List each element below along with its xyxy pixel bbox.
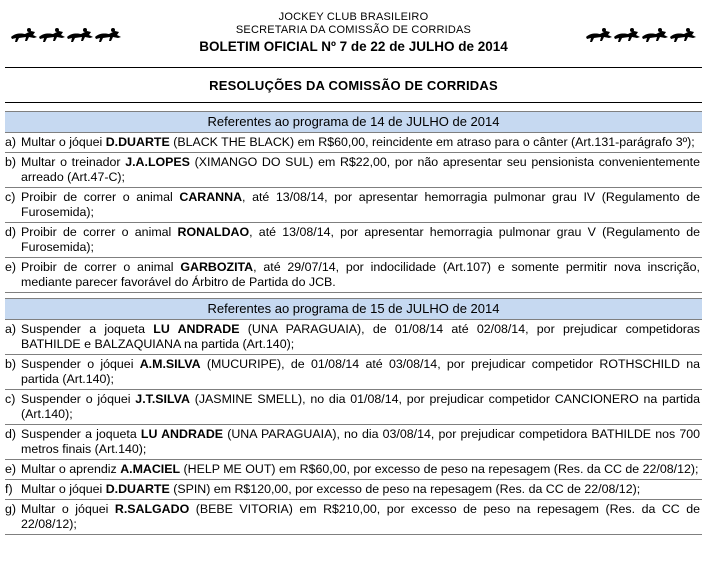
item-letter: f) (5, 482, 13, 496)
item-text-pre: Suspender o jóquei (21, 392, 136, 406)
item-text-post: (XIMANGO DO SUL) em R$22,00, por não apresentar seu pensionista convenientemente arreado (Art.47-C); (21, 155, 700, 184)
sections-container (5, 111, 702, 535)
item-letter: d) (5, 427, 17, 441)
item-text-post: (UNA PARAGUAIA), de 01/08/14 até 02/08/14, por prejudicar competidoras BATHILDE e BALZAQUIANA na partida (Art.140); (21, 322, 700, 351)
item-letter: c) (5, 190, 16, 204)
item-text-post: , até 13/08/14, por apresentar hemorragia pulmonar grau V (Regulamento de Furosemida); (21, 225, 700, 254)
item-subject-name: D.DUARTE (105, 135, 170, 149)
resolution-item (5, 500, 702, 535)
section-heading: Referentes ao programa de 14 de JULHO de 2014 (5, 111, 702, 133)
item-text (21, 462, 702, 477)
item-letter: d) (5, 225, 17, 239)
item-letter: b) (5, 155, 17, 169)
item-letter: a) (5, 322, 17, 336)
item-text-pre: Multar o jóquei (21, 482, 106, 496)
resolution-item (5, 188, 702, 223)
item-text-pre: Suspender a joqueta (21, 427, 141, 441)
item-letter: g) (5, 502, 17, 516)
item-text-post: (JASMINE SMELL), no dia 01/08/14, por prejudicar competidor CANCIONERO na partida (Art.140); (21, 392, 700, 421)
item-text-pre: Suspender a joqueta (21, 322, 154, 336)
item-text (21, 502, 702, 532)
item-letter: e) (5, 260, 17, 274)
section-heading: Referentes ao programa de 15 de JULHO de 2014 (5, 298, 702, 320)
item-subject-name: D.DUARTE (105, 482, 170, 496)
item-subject-name: A.M.SILVA (139, 357, 201, 371)
item-letter: e) (5, 462, 17, 476)
item-text-post: (BLACK THE BLACK) em R$60,00, reincidente em atraso para o cânter (Art.131-parágrafo 3º); (169, 135, 695, 149)
item-subject-name: A.MACIEL (120, 462, 181, 476)
item-text-pre: Multar o jóquei (21, 135, 106, 149)
item-text (21, 427, 702, 457)
item-subject-name: J.A.LOPES (125, 155, 190, 169)
bulletin-page (5, 5, 702, 535)
resolution-item (5, 355, 702, 390)
resolution-item (5, 460, 702, 480)
item-subject-name: J.T.SILVA (135, 392, 190, 406)
item-text-post: , até 29/07/14, por indocilidade (Art.107) e somente permitir nova inscrição, mediante parecer favorável do Árbitro de Partida do JCB. (21, 260, 700, 289)
item-subject-name: GARBOZITA (180, 260, 254, 274)
item-subject-name: LU ANDRADE (140, 427, 224, 441)
resolution-item (5, 320, 702, 355)
item-text-pre: Proibir de correr o animal (21, 260, 181, 274)
resolution-item (5, 258, 702, 293)
dept-name: SECRETARIA DA COMISSÃO DE CORRIDAS (235, 24, 472, 36)
item-text-post: (MUCURIPE), de 01/08/14 até 03/08/14, por prejudicar competidor ROTHSCHILD na partida (Art.140); (21, 357, 700, 386)
item-text-pre: Proibir de correr o animal (21, 190, 180, 204)
item-letter: a) (5, 135, 17, 149)
org-name: JOCKEY CLUB BRASILEIRO (278, 11, 429, 23)
item-text-post: (SPIN) em R$120,00, por excesso de peso na repesagem (Res. da CC de 22/08/12); (169, 482, 641, 496)
resolutions-title: RESOLUÇÕES DA COMISSÃO DE CORRIDAS (209, 77, 498, 93)
item-subject-name: RONALDAO (177, 225, 250, 239)
bulletin-header (5, 5, 702, 61)
resolution-item (5, 223, 702, 258)
item-text-pre: Multar o aprendiz (21, 462, 121, 476)
item-text-post: (UNA PARAGUAIA), no dia 03/08/14, por prejudicar competidora BATHILDE nos 700 metros finais (Art.140); (21, 427, 700, 456)
item-letter: c) (5, 392, 16, 406)
item-text (21, 392, 702, 422)
item-subject-name: CARANNA (179, 190, 243, 204)
item-text (21, 225, 702, 255)
bulletin-title: BOLETIM OFICIAL Nº 7 de 22 de JULHO de 2014 (199, 39, 508, 54)
item-letter: b) (5, 357, 17, 371)
item-text-post: (BEBE VITORIA) em R$210,00, por excesso de peso na repesagem (Res. da CC de 22/08/12); (21, 502, 701, 531)
item-text-post: (HELP ME OUT) em R$60,00, por excesso de peso na repesagem (Res. da CC de 22/08/12); (180, 462, 699, 476)
item-text (21, 190, 702, 220)
racing-horses-icon (9, 25, 131, 45)
item-text (21, 357, 702, 387)
item-text-pre: Multar o jóquei (21, 502, 115, 516)
item-text (21, 322, 702, 352)
item-text-pre: Suspender o jóquei (21, 357, 140, 371)
item-subject-name: R.SALGADO (114, 502, 190, 516)
resolution-item (5, 390, 702, 425)
resolutions-title-row (5, 67, 702, 103)
resolution-item (5, 425, 702, 460)
item-subject-name: LU ANDRADE (153, 322, 240, 336)
resolution-item (5, 480, 702, 500)
item-text-pre: Proibir de correr o animal (21, 225, 178, 239)
item-text-pre: Multar o treinador (21, 155, 126, 169)
item-text (21, 155, 702, 185)
resolution-item (5, 133, 702, 153)
racing-horses-icon (576, 25, 698, 45)
item-text (21, 135, 702, 150)
item-text-post: , até 13/08/14, por apresentar hemorragia pulmonar grau IV (Regulamento de Furosemida); (21, 190, 701, 219)
item-text (21, 260, 702, 290)
resolution-item (5, 153, 702, 188)
item-text (21, 482, 702, 497)
